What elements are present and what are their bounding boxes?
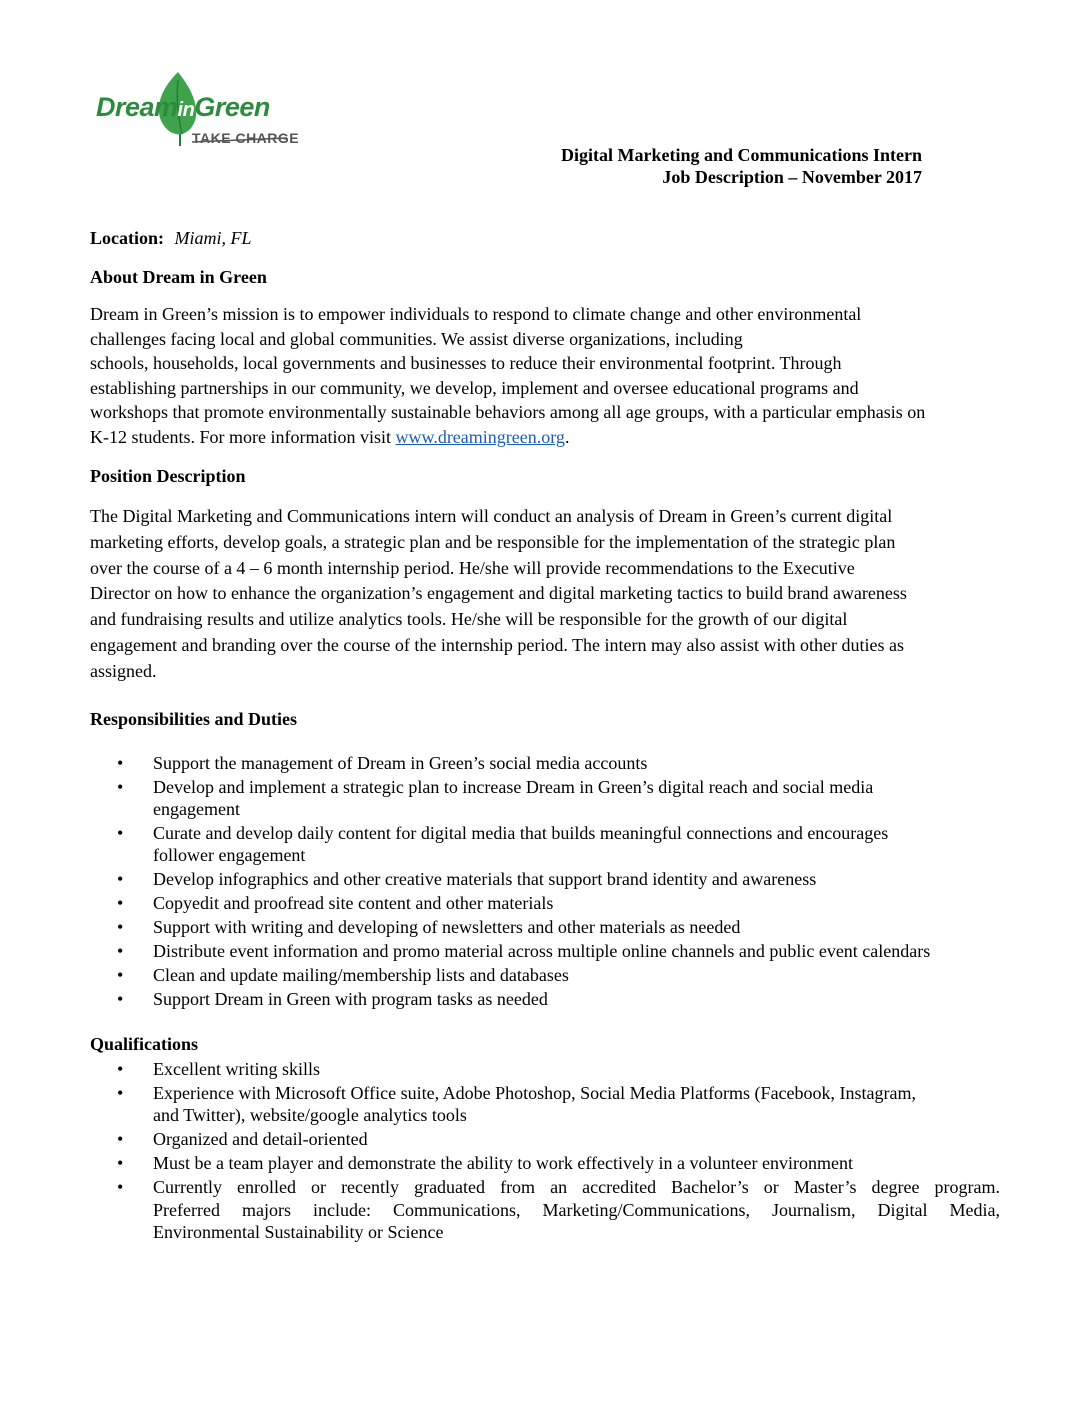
about-last-suffix: . xyxy=(564,426,570,447)
position-line: marketing efforts, develop goals, a strategic plan and be responsible for the implementation of the strategic plan xyxy=(90,531,896,552)
qualifications-list xyxy=(90,1058,1000,1243)
position-line: and fundraising results and utilize analytics tools. He/she will be responsible for the growth of our digital xyxy=(90,609,848,630)
bullet-icon: • xyxy=(117,776,124,797)
position-paragraph xyxy=(90,504,1000,685)
logo-dream: Dream xyxy=(96,92,178,122)
list-item xyxy=(90,752,1000,774)
list-item-text: Must be a team player and demonstrate the ability to work effectively in a volunteer environment xyxy=(153,1153,853,1174)
about-heading: About Dream in Green xyxy=(90,267,267,287)
list-item xyxy=(90,1128,1000,1150)
list-item-text: Currently enrolled or recently graduated from an accredited Bachelor’s or Master’s degree program. xyxy=(153,1177,1000,1198)
list-item-text: Support Dream in Green with program tasks as needed xyxy=(153,988,548,1009)
list-item-text: Curate and develop daily content for digital media that builds meaningful connections and encourages xyxy=(153,822,889,843)
job-title: Digital Marketing and Communications Intern xyxy=(560,145,922,165)
list-item xyxy=(90,940,1000,962)
bullet-icon: • xyxy=(117,940,124,961)
list-item-text: Support with writing and developing of newsletters and other materials as needed xyxy=(153,916,741,937)
bullet-icon: • xyxy=(117,868,124,889)
logo-green: Green xyxy=(194,92,270,122)
list-item xyxy=(90,868,1000,890)
list-item-text: Organized and detail-oriented xyxy=(153,1129,368,1150)
document-body xyxy=(90,226,1000,1245)
list-item-text: follower engagement xyxy=(153,844,306,865)
list-item-text: Develop infographics and other creative materials that support brand identity and awareness xyxy=(153,868,817,889)
website-link[interactable]: www.dreamingreen.org xyxy=(395,426,565,447)
list-item xyxy=(90,1152,1000,1174)
logo-in: in xyxy=(177,99,195,121)
position-line: engagement and branding over the course of the internship period. The intern may also assist with other duties as xyxy=(90,634,904,655)
about-line: Dream in Green’s mission is to empower individuals to respond to climate change and other environmental xyxy=(90,304,862,324)
bullet-icon: • xyxy=(117,916,124,937)
list-item-text: Develop and implement a strategic plan to increase Dream in Green’s digital reach and social media xyxy=(153,776,874,797)
bullet-icon: • xyxy=(117,964,124,985)
bullet-icon: • xyxy=(117,1083,124,1104)
responsibilities-heading: Responsibilities and Duties xyxy=(90,708,298,729)
position-heading: Position Description xyxy=(90,466,246,486)
logo-tagline: TAKE CHARGE xyxy=(192,130,300,146)
responsibilities-list xyxy=(90,752,1000,1011)
list-item xyxy=(90,964,1000,986)
about-line xyxy=(90,425,1000,450)
about-last-prefix: K-12 students. For more information visit xyxy=(90,426,396,447)
list-item-text: Environmental Sustainability or Science xyxy=(153,1221,444,1242)
logo-wordmark xyxy=(96,92,270,123)
list-item xyxy=(90,916,1000,938)
bullet-icon: • xyxy=(117,988,124,1009)
bullet-icon: • xyxy=(117,752,124,773)
list-item xyxy=(90,1058,1000,1080)
list-item-text: Support the management of Dream in Green’s social media accounts xyxy=(153,752,648,773)
bullet-icon: • xyxy=(117,1059,124,1080)
position-line: Director on how to enhance the organization’s engagement and digital marketing tactics to build brand awareness xyxy=(90,583,907,604)
list-item-text: Preferred majors include: Communications, Marketing/Communications, Journalism, Digital Media, xyxy=(153,1199,1000,1220)
list-item-text: Clean and update mailing/membership lists and databases xyxy=(153,964,569,985)
location-value: Miami, FL xyxy=(174,228,252,248)
list-item xyxy=(90,1176,1000,1243)
list-item-text: engagement xyxy=(153,798,240,819)
list-item-text: Excellent writing skills xyxy=(153,1059,320,1080)
bullet-icon: • xyxy=(117,892,124,913)
about-line: workshops that promote environmentally sustainable behaviors among all age groups, with a particular emphasis on xyxy=(90,402,926,422)
location-label: Location: xyxy=(90,228,164,248)
list-item-text: Distribute event information and promo material across multiple online channels and public event calendars xyxy=(153,940,931,961)
list-item xyxy=(90,822,1000,866)
list-item xyxy=(90,776,1000,820)
list-item-text: Experience with Microsoft Office suite, Adobe Photoshop, Social Media Platforms (Facebook, Instagram, xyxy=(153,1083,917,1104)
list-item xyxy=(90,988,1000,1010)
document-header xyxy=(561,144,922,188)
bullet-icon: • xyxy=(117,822,124,843)
position-line: assigned. xyxy=(90,660,157,681)
bullet-icon: • xyxy=(117,1153,124,1174)
list-item-text: and Twitter), website/google analytics tools xyxy=(153,1105,467,1126)
qualifications-heading: Qualifications xyxy=(90,1034,199,1055)
about-line: challenges facing local and global communities. We assist diverse organizations, including xyxy=(90,328,743,349)
bullet-icon: • xyxy=(117,1177,124,1198)
bullet-icon: • xyxy=(117,1129,124,1150)
list-item-text: Copyedit and proofread site content and other materials xyxy=(153,892,554,913)
about-paragraph xyxy=(90,302,1000,449)
location-line xyxy=(90,226,1000,250)
about-line: schools, households, local governments and businesses to reduce their environmental footprint. Through xyxy=(90,353,842,373)
list-item xyxy=(90,892,1000,914)
about-line: establishing partnerships in our community, we develop, implement and oversee educational programs and xyxy=(90,377,859,398)
job-description-date: Job Description – November 2017 xyxy=(662,167,922,187)
position-line: over the course of a 4 – 6 month internship period. He/she will provide recommendations to the Executive xyxy=(90,557,855,578)
position-line: The Digital Marketing and Communications intern will conduct an analysis of Dream in Green’s current digital xyxy=(90,506,893,526)
dream-in-green-logo xyxy=(92,70,302,160)
list-item xyxy=(90,1082,1000,1126)
